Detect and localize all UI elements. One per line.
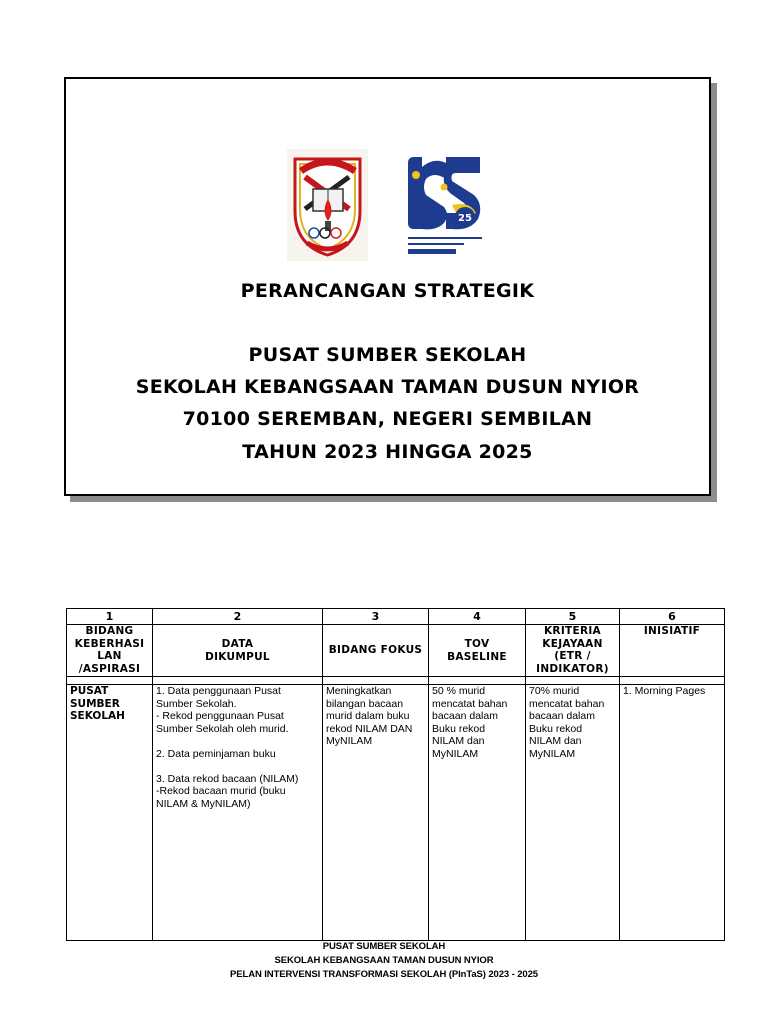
footer-line-3: PELAN INTERVENSI TRANSFORMASI SEKOLAH (PInTaS) 2023 - 2025 bbox=[230, 969, 538, 980]
column-number: 5 bbox=[526, 609, 620, 625]
table-spacer-row bbox=[67, 677, 725, 685]
header-fokus: BIDANG FOKUS bbox=[323, 625, 429, 677]
ts25-logo-icon bbox=[404, 157, 486, 257]
column-number: 1 bbox=[67, 609, 153, 625]
cover-line-4: TAHUN 2023 HINGGA 2025 bbox=[242, 441, 533, 463]
svg-text:25: 25 bbox=[458, 213, 472, 224]
table-row bbox=[67, 685, 725, 941]
cell-bidang: PUSAT SUMBER SEKOLAH bbox=[67, 685, 153, 941]
column-number: 2 bbox=[153, 609, 323, 625]
plan-table bbox=[66, 608, 725, 941]
column-number: 3 bbox=[323, 609, 429, 625]
header-kriteria: KRITERIA KEJAYAAN (ETR / INDIKATOR) bbox=[526, 625, 620, 677]
cell-kriteria: 70% murid mencatat bahan bacaan dalam Buku rekod NILAM dan MyNILAM bbox=[526, 685, 620, 941]
footer-line-1: PUSAT SUMBER SEKOLAH bbox=[322, 941, 446, 952]
school-crest-icon bbox=[287, 149, 368, 261]
table-number-row bbox=[67, 609, 725, 625]
header-inisiatif: INISIATIF bbox=[620, 625, 725, 677]
header-data: DATA DIKUMPUL bbox=[153, 625, 323, 677]
cover-title: PERANCANGAN STRATEGIK bbox=[240, 280, 535, 302]
cell-tov: 50 % murid mencatat bahan bacaan dalam Buku rekod NILAM dan MyNILAM bbox=[429, 685, 526, 941]
cover-box bbox=[64, 77, 711, 496]
cover-line-2: SEKOLAH KEBANGSAAN TAMAN DUSUN NYIOR bbox=[135, 376, 640, 398]
cell-fokus: Meningkatkan bilangan bacaan murid dalam buku rekod NILAM DAN MyNILAM bbox=[323, 685, 429, 941]
table-header-row bbox=[67, 625, 725, 677]
header-tov: TOV BASELINE bbox=[429, 625, 526, 677]
cover-line-1: PUSAT SUMBER SEKOLAH bbox=[248, 344, 527, 366]
footer-line-2: SEKOLAH KEBANGSAAN TAMAN DUSUN NYIOR bbox=[274, 955, 494, 966]
cell-data: 1. Data penggunaan Pusat Sumber Sekolah. - Rekod penggunaan Pusat Sumber Sekolah oleh murid. 2. Data peminjaman buku 3. Data rekod bacaan (NILAM) -Rekod bacaan murid (buku NILAM & MyNILAM) bbox=[153, 685, 323, 941]
cell-inisiatif: 1. Morning Pages bbox=[620, 685, 725, 941]
cover-line-3: 70100 SEREMBAN, NEGERI SEMBILAN bbox=[182, 408, 593, 430]
column-number: 6 bbox=[620, 609, 725, 625]
header-bidang: BIDANG KEBERHASI LAN /ASPIRASI bbox=[67, 625, 153, 677]
column-number: 4 bbox=[429, 609, 526, 625]
